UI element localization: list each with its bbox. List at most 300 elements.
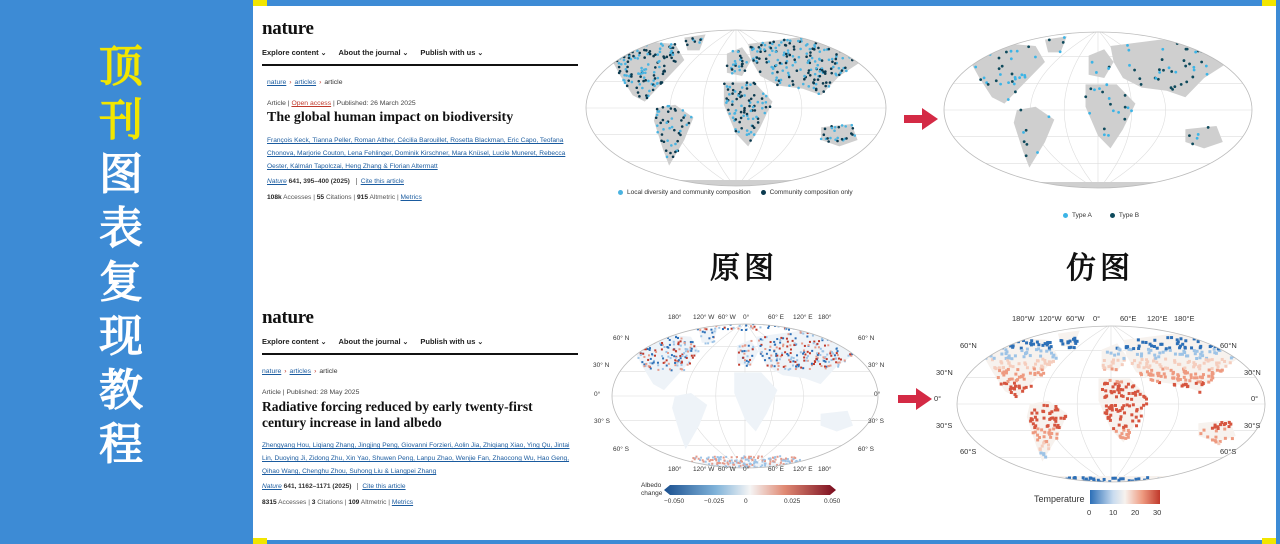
data-point	[835, 58, 838, 61]
article-meta: Article | Published: 28 May 2025	[262, 389, 360, 396]
data-point	[728, 93, 731, 96]
data-point	[750, 131, 753, 134]
data-point	[1027, 45, 1030, 48]
data-point	[609, 52, 612, 55]
data-point	[847, 46, 850, 49]
data-point	[662, 55, 665, 58]
data-point	[1126, 44, 1129, 47]
author-line[interactable]: Zhengyang Hou, Liqiang Zhang, Jingjing Peng, Giovanni Forzieri, Aolin Jia, Zhiqiang Xiao, Ying Qu, Jintai	[262, 442, 570, 449]
data-point	[764, 44, 767, 47]
colorbar-tick-label: −0.025	[704, 498, 725, 505]
data-point	[731, 68, 734, 71]
data-point	[1138, 77, 1141, 80]
data-point	[656, 53, 659, 56]
journal-link[interactable]: Nature	[267, 178, 287, 185]
data-point	[752, 47, 755, 50]
data-point	[770, 66, 773, 69]
data-point	[653, 71, 656, 74]
data-point	[626, 70, 629, 73]
data-point	[622, 51, 625, 54]
metrics-link[interactable]: Metrics	[400, 194, 422, 201]
data-point	[806, 43, 809, 46]
data-point	[745, 84, 748, 87]
data-point	[1123, 118, 1126, 121]
data-point	[686, 43, 689, 46]
nav-about-journal[interactable]: About the journal ⌄	[339, 337, 409, 346]
data-point	[732, 82, 735, 85]
side-title-char: 复	[99, 257, 143, 308]
crumb-nature[interactable]: nature	[267, 79, 287, 86]
data-point	[618, 62, 621, 65]
lat-tick-label: 30° S	[868, 418, 884, 425]
data-point	[776, 59, 779, 62]
data-point	[653, 74, 656, 77]
data-point	[757, 101, 760, 104]
data-point	[741, 86, 744, 89]
data-point	[1048, 115, 1051, 118]
accent-bar-bottom	[253, 538, 267, 544]
nav-explore-content[interactable]: Explore content ⌄	[262, 337, 327, 346]
data-point	[816, 64, 819, 67]
lon-tick-label: 0°	[743, 466, 750, 473]
data-point	[647, 63, 650, 66]
data-point	[1206, 73, 1209, 76]
data-point	[815, 88, 818, 91]
data-point	[672, 53, 675, 56]
data-point	[780, 79, 783, 82]
data-point	[618, 66, 621, 69]
data-point	[803, 75, 806, 78]
data-point	[1170, 70, 1173, 73]
data-point	[797, 87, 800, 90]
data-point	[809, 51, 812, 54]
breadcrumb: nature › articles › article	[262, 368, 338, 375]
data-point	[1127, 106, 1130, 109]
crumb-articles[interactable]: articles	[289, 368, 312, 375]
data-point	[785, 66, 788, 69]
article-meta: Article | Open access | Published: 26 March 2025	[267, 100, 416, 107]
data-point	[818, 58, 821, 61]
data-point	[999, 83, 1002, 86]
data-point	[784, 44, 787, 47]
data-point	[752, 59, 755, 62]
data-point	[690, 116, 693, 119]
crumb-articles[interactable]: articles	[294, 79, 317, 86]
data-point	[827, 140, 830, 143]
data-point	[834, 72, 837, 75]
cite-link[interactable]: Cite this article	[357, 483, 405, 490]
data-point	[828, 58, 831, 61]
data-point	[1188, 134, 1191, 137]
author-line[interactable]: Lin, Duoying Ji, Zidong Zhu, Xin Yao, Shuwen Peng, Lanpu Zhao, Wenjie Fan, Zhaocong Wu, Hao Geng,	[262, 455, 570, 462]
data-point	[850, 132, 853, 135]
data-point	[785, 62, 788, 65]
data-point	[834, 126, 837, 129]
data-point	[788, 76, 791, 79]
side-title-char: 顶	[99, 41, 143, 92]
data-point	[813, 78, 816, 81]
author-line[interactable]: Oester, Kálmán Tapolczai, Heng Zhang & Florian Altermatt	[267, 163, 438, 170]
lat-tick-label: 60°S	[1220, 447, 1237, 456]
colorbar-tick-label: −0.050	[664, 498, 685, 505]
lon-tick-label: 180°W	[1012, 314, 1035, 323]
data-point	[1185, 80, 1188, 83]
lon-tick-label: 60° E	[768, 466, 784, 473]
data-point	[1023, 140, 1026, 143]
data-point	[626, 66, 629, 69]
data-point	[859, 58, 862, 61]
data-point	[1133, 69, 1136, 72]
data-point	[995, 79, 998, 82]
data-point	[998, 67, 1001, 70]
data-point	[1034, 56, 1037, 59]
metrics-line: 8315 Accesses | 3 Citations | 109 Altmetric | Metrics	[262, 499, 414, 506]
colorbar-tick-label: 0.025	[784, 498, 801, 505]
data-point	[1101, 91, 1104, 94]
data-point	[761, 107, 764, 110]
data-point	[746, 133, 749, 136]
article-type: Article	[262, 389, 281, 396]
data-point	[807, 72, 810, 75]
nav-about-journal[interactable]: About the journal ⌄	[339, 48, 409, 57]
data-point	[1108, 97, 1111, 100]
lat-tick-label: 0°	[934, 394, 942, 403]
data-point	[647, 80, 650, 83]
data-point	[737, 130, 740, 133]
journal-nav	[262, 337, 578, 355]
data-point	[836, 140, 839, 143]
data-point	[646, 53, 649, 56]
data-point	[759, 70, 762, 73]
data-point	[674, 60, 677, 63]
data-point	[1168, 66, 1171, 69]
data-point	[1205, 65, 1208, 68]
data-point	[841, 138, 844, 141]
data-point	[649, 53, 652, 56]
data-point	[1117, 111, 1120, 114]
data-point	[830, 67, 833, 70]
data-point	[823, 133, 826, 136]
colorbar-tick-label: 0	[1087, 508, 1092, 517]
article-title: Radiative forcing reduced by early twenty-first century increase in land albedo	[262, 399, 533, 430]
data-point	[983, 76, 986, 79]
data-point	[1180, 83, 1183, 86]
data-point	[643, 49, 646, 52]
data-point	[727, 109, 730, 112]
data-point	[791, 80, 794, 83]
data-point	[735, 109, 738, 112]
data-point	[670, 43, 673, 46]
data-point	[731, 92, 734, 95]
data-point	[755, 116, 758, 119]
crumb-article: article	[319, 368, 338, 375]
data-point	[656, 124, 659, 127]
lat-tick-label: 0°	[874, 391, 881, 398]
side-title-char: 现	[99, 311, 143, 362]
data-point	[665, 149, 668, 152]
data-point	[753, 94, 756, 97]
data-point	[744, 69, 747, 72]
data-point	[641, 72, 644, 75]
data-point	[1155, 77, 1158, 80]
citation-line	[262, 483, 578, 490]
data-point	[1062, 41, 1065, 44]
data-point	[1161, 48, 1164, 51]
lat-tick-label: 60° N	[613, 335, 630, 342]
data-point	[1007, 98, 1010, 101]
data-point	[841, 57, 844, 60]
data-point	[750, 110, 753, 113]
accent-bar-top-right	[1262, 0, 1276, 6]
data-point	[740, 105, 743, 108]
data-point	[627, 79, 630, 82]
data-point	[788, 42, 791, 45]
data-point	[853, 52, 856, 55]
data-point	[737, 94, 740, 97]
data-point	[682, 109, 685, 112]
side-title-char: 程	[99, 419, 143, 470]
data-point	[792, 55, 795, 58]
lon-tick-label: 180°	[668, 466, 682, 473]
data-point	[974, 66, 977, 69]
data-point	[670, 144, 673, 147]
data-point	[670, 107, 673, 110]
lon-tick-label: 120° W	[693, 466, 715, 473]
data-point	[818, 70, 821, 73]
data-point	[797, 40, 800, 43]
data-point	[850, 47, 853, 50]
author-list	[262, 439, 578, 478]
published-date: Published: 28 May 2025	[286, 389, 360, 396]
data-point	[778, 44, 781, 47]
data-point	[1016, 50, 1019, 53]
colorbar-tick-label: 0	[744, 498, 748, 505]
data-point	[723, 82, 726, 85]
data-point	[822, 90, 825, 93]
data-point	[822, 82, 825, 85]
data-point	[836, 42, 839, 45]
data-point	[1107, 67, 1110, 70]
legend-replica	[1063, 212, 1139, 219]
journal-logo[interactable]: nature	[262, 307, 314, 328]
data-point	[739, 55, 742, 58]
open-access-link[interactable]: Open access	[291, 100, 332, 107]
data-point	[782, 54, 785, 57]
lat-tick-label: 30°S	[1244, 421, 1261, 430]
data-point	[737, 50, 740, 53]
data-point	[731, 103, 734, 106]
data-point	[1162, 69, 1165, 72]
data-point	[623, 74, 626, 77]
side-title-char: 教	[99, 365, 143, 416]
author-list	[267, 134, 578, 173]
data-point	[669, 54, 672, 57]
data-point	[1063, 36, 1066, 39]
data-point	[728, 112, 731, 115]
nav-explore-content[interactable]: Explore content ⌄	[262, 48, 327, 57]
breadcrumb: nature › articles › article	[267, 79, 343, 86]
data-point	[756, 50, 759, 53]
data-point	[639, 75, 642, 78]
data-point	[623, 79, 626, 82]
data-point	[758, 57, 761, 60]
legend-item: Community composition only	[769, 189, 853, 196]
data-point	[673, 129, 676, 132]
data-point	[638, 95, 641, 98]
data-point	[820, 138, 823, 141]
data-point	[765, 101, 768, 104]
data-point	[1095, 71, 1098, 74]
data-point	[688, 122, 691, 125]
data-point	[775, 50, 778, 53]
data-point	[765, 58, 768, 61]
data-point	[781, 69, 784, 72]
article-title: The global human impact on biodiversity	[267, 110, 514, 125]
lon-tick-label: 60° E	[768, 314, 784, 321]
data-point	[666, 105, 669, 108]
colorbar-tick-label: 20	[1131, 508, 1140, 517]
journal-logo[interactable]: nature	[262, 18, 314, 39]
data-point	[654, 53, 657, 56]
data-point	[1193, 69, 1196, 72]
data-point	[743, 94, 746, 97]
data-point	[824, 128, 827, 131]
crumb-nature[interactable]: nature	[262, 368, 282, 375]
data-point	[667, 110, 670, 113]
data-point	[748, 105, 751, 108]
data-point	[674, 108, 677, 111]
data-point	[641, 87, 644, 90]
data-point	[785, 53, 788, 56]
data-point	[791, 64, 794, 67]
data-point	[668, 127, 671, 130]
data-point	[779, 62, 782, 65]
data-point	[838, 67, 841, 70]
data-point	[776, 84, 779, 87]
nav-publish[interactable]: Publish with us ⌄	[420, 337, 483, 346]
data-point	[755, 60, 758, 63]
data-point	[733, 112, 736, 115]
data-point	[637, 91, 640, 94]
data-point	[776, 71, 779, 74]
data-point	[1192, 66, 1195, 69]
lat-tick-label: 60°S	[960, 447, 977, 456]
volume-info: 641, 1162–1171 (2025)	[283, 483, 352, 490]
data-point	[818, 50, 821, 53]
data-point	[793, 58, 796, 61]
journal-link[interactable]: Nature	[262, 483, 282, 490]
data-point	[1124, 94, 1127, 97]
data-point	[740, 95, 743, 98]
data-point	[636, 57, 639, 60]
data-point	[731, 72, 734, 75]
data-point	[646, 97, 649, 100]
data-point	[698, 41, 701, 44]
data-point	[725, 101, 728, 104]
metrics-link[interactable]: Metrics	[391, 499, 414, 506]
data-point	[657, 61, 660, 64]
data-point	[809, 54, 812, 57]
data-point	[655, 116, 658, 119]
data-point	[813, 44, 816, 47]
data-point	[832, 66, 835, 69]
data-point	[1025, 143, 1028, 146]
data-point	[660, 43, 663, 46]
author-line[interactable]: François Keck, Tianna Peller, Roman Alther, Cécilia Barouillet, Rosetta Blackman, Eric Capo, Teofana	[267, 137, 564, 144]
author-line[interactable]: Qihao Wang, Chenghu Zhou, Suhong Liu & Liangpei Zhang	[262, 468, 437, 475]
data-point	[761, 97, 764, 100]
data-point	[762, 92, 765, 95]
data-point	[771, 50, 774, 53]
crumb-article: article	[324, 79, 343, 86]
data-point	[798, 56, 801, 59]
nav-publish[interactable]: Publish with us ⌄	[420, 48, 483, 57]
colorbar-tick-label: 30	[1153, 508, 1162, 517]
data-point	[732, 63, 735, 66]
data-point	[659, 122, 662, 125]
data-point	[817, 47, 820, 50]
data-point	[1088, 112, 1091, 115]
side-title-char: 刊	[99, 95, 143, 146]
data-point	[663, 140, 666, 143]
data-point	[747, 118, 750, 121]
data-point	[828, 85, 831, 88]
data-point	[728, 86, 731, 89]
data-point	[824, 85, 827, 88]
article-type: Article	[267, 100, 286, 107]
data-point	[815, 83, 818, 86]
data-point	[760, 44, 763, 47]
data-point	[825, 81, 828, 84]
data-point	[1173, 85, 1176, 88]
data-point	[1103, 127, 1106, 130]
data-point	[1220, 57, 1223, 60]
data-point	[732, 50, 735, 53]
data-point	[1036, 151, 1039, 154]
data-point	[844, 125, 847, 128]
cite-link[interactable]: Cite this article	[356, 178, 404, 185]
data-point	[734, 70, 737, 73]
data-point	[624, 81, 627, 84]
data-point	[666, 56, 669, 59]
data-point	[738, 121, 741, 124]
data-point	[741, 63, 744, 66]
data-point	[676, 140, 679, 143]
data-point	[740, 117, 743, 120]
colorbar-tick-label: 10	[1109, 508, 1118, 517]
lat-tick-label: 30°N	[1244, 368, 1261, 377]
data-point	[682, 116, 685, 119]
data-point	[662, 106, 665, 109]
data-point	[1022, 131, 1025, 134]
data-point	[656, 108, 659, 111]
data-point	[828, 48, 831, 51]
data-point	[748, 99, 751, 102]
article-card-2	[262, 307, 578, 506]
data-point	[841, 124, 844, 127]
author-line[interactable]: Chonova, Marjorie Couton, Lena Fehlinger, Dominik Kirschner, Mara Knüsel, Lucile Muneret, Rebecca	[267, 150, 566, 157]
data-point	[1020, 73, 1023, 76]
data-point	[660, 81, 663, 84]
data-point	[735, 130, 738, 133]
data-point	[807, 85, 810, 88]
data-point	[632, 55, 635, 58]
data-point	[756, 56, 759, 59]
data-point	[685, 123, 688, 126]
data-point	[1194, 51, 1197, 54]
data-point	[1109, 103, 1112, 106]
data-point	[809, 74, 812, 77]
